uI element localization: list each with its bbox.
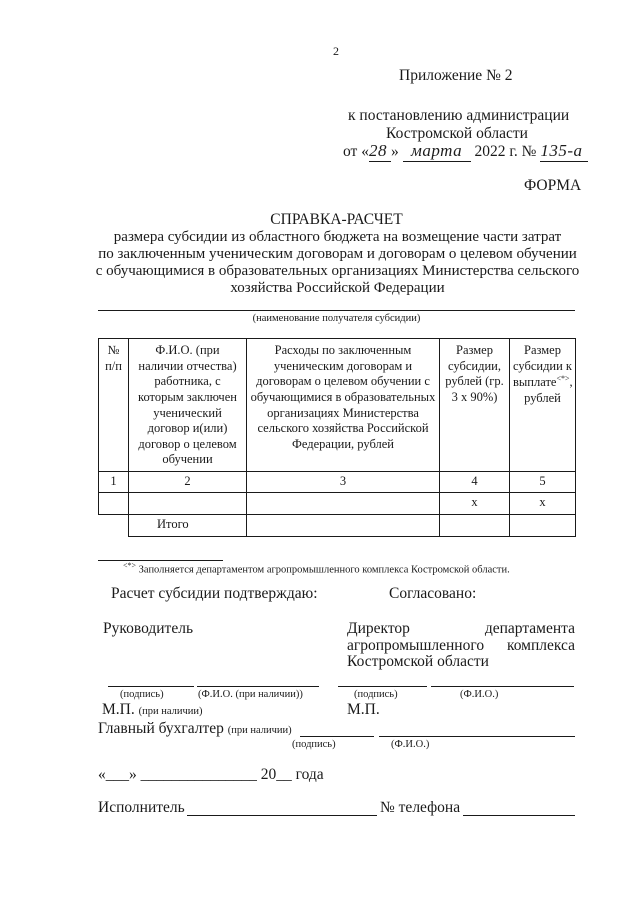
stamp-left-label: М.П. bbox=[102, 701, 135, 718]
appendix-title: Приложение № 2 bbox=[399, 67, 513, 84]
doc-subtitle-line2: по заключенным ученическим договорам и договорам о целевом обучении bbox=[98, 246, 577, 262]
date-line-suffix: года bbox=[295, 766, 324, 783]
date-number-handwritten: 135-а bbox=[540, 141, 588, 162]
head-signature-line bbox=[108, 686, 194, 687]
cell bbox=[247, 492, 440, 514]
cell: х bbox=[510, 492, 576, 514]
cell bbox=[99, 492, 129, 514]
header-expenses: Расходы по заключенным ученическим договорам и договорам о целевом обучении с обучающимися в образовательных организациях Министерства сельского хозяйства Российской Федерации, рублей bbox=[247, 339, 440, 472]
appendix-region: Костромской области bbox=[386, 125, 528, 142]
chief-fio-line bbox=[379, 736, 575, 737]
doc-subtitle-line3: с обучающимися в образовательных организациях Министерства сельского bbox=[95, 263, 580, 279]
agreed-label: Согласовано: bbox=[389, 585, 477, 602]
date-line-close: » bbox=[129, 766, 137, 783]
stamp-left-optional: (при наличии) bbox=[138, 706, 203, 717]
header-subsidy-payout bbox=[510, 339, 576, 472]
director-line3: Костромской области bbox=[347, 653, 489, 670]
director-line1-a: Директор bbox=[347, 620, 410, 637]
phone-label: № телефона bbox=[380, 799, 461, 816]
col-number-3: 3 bbox=[247, 472, 440, 493]
header-payout-unit: , рублей bbox=[524, 375, 573, 406]
table-total-row bbox=[99, 514, 576, 536]
head-label: Руководитель bbox=[103, 620, 194, 637]
cell: х bbox=[440, 492, 510, 514]
col-number-1: 1 bbox=[99, 472, 129, 493]
recipient-line bbox=[98, 310, 575, 311]
recipient-caption: (наименование получателя субсидии) bbox=[252, 313, 421, 324]
director-sign-caption: (подпись) bbox=[354, 689, 398, 700]
cell bbox=[510, 514, 576, 536]
col-number-2: 2 bbox=[129, 472, 247, 493]
stamp-right: М.П. bbox=[347, 701, 380, 718]
stamp-left bbox=[102, 701, 202, 719]
date-line-year-blank: __ bbox=[276, 766, 292, 783]
page-number: 2 bbox=[333, 44, 339, 58]
table-number-row bbox=[99, 472, 576, 493]
director-line2-b: комплекса bbox=[506, 637, 575, 654]
header-number: № п/п bbox=[99, 339, 129, 472]
chief-accountant bbox=[98, 720, 292, 738]
date-mid: » bbox=[390, 143, 399, 160]
doc-subtitle-line4: хозяйства Российской Федерации bbox=[230, 280, 445, 296]
cell bbox=[129, 492, 247, 514]
doc-subtitle-line1: размера субсидии из областного бюджета на возмещение части затрат bbox=[113, 229, 562, 245]
executor-line bbox=[187, 815, 377, 816]
executor-label: Исполнитель bbox=[98, 799, 185, 816]
cell bbox=[440, 514, 510, 536]
chief-signature-line bbox=[300, 736, 374, 737]
col-number-4: 4 bbox=[440, 472, 510, 493]
date-month-handwritten: марта bbox=[403, 141, 471, 162]
header-payout-footnote-mark: <*> bbox=[556, 374, 570, 384]
date-line-day: ___ bbox=[105, 766, 129, 783]
header-fio: Ф.И.О. (при наличии отчества) работника, с которым заключен ученический договор и(или) договор о целевом обучении bbox=[129, 339, 247, 472]
cell bbox=[247, 514, 440, 536]
footnote-mark: <*> bbox=[123, 561, 137, 570]
head-fio-line bbox=[197, 686, 319, 687]
appendix-to-resolution: к постановлению администрации bbox=[348, 107, 570, 124]
date-prefix: от « bbox=[343, 143, 369, 160]
director-fio-line bbox=[431, 686, 574, 687]
director-line1-b: департамента bbox=[484, 620, 575, 637]
chief-accountant-label: Главный бухгалтер bbox=[98, 720, 224, 737]
appendix-date bbox=[343, 141, 588, 162]
footnote bbox=[123, 561, 510, 576]
head-sign-caption: (подпись) bbox=[120, 689, 164, 700]
chief-sign-caption: (подпись) bbox=[292, 739, 336, 750]
date-year: 2022 г. № bbox=[474, 143, 537, 160]
date-day-handwritten: 28 bbox=[369, 141, 391, 162]
date-line-month: _______________ bbox=[140, 766, 257, 783]
date-line-year: 20 bbox=[260, 766, 277, 783]
form-label: ФОРМА bbox=[524, 177, 582, 194]
footnote-text: Заполняется департаментом агропромышленного комплекса Костромской области. bbox=[138, 564, 510, 576]
date-line bbox=[98, 766, 324, 784]
director-signature-line bbox=[338, 686, 427, 687]
subsidy-table bbox=[98, 338, 576, 537]
confirm-label: Расчет субсидии подтверждаю: bbox=[111, 585, 318, 602]
date-line-open: « bbox=[98, 766, 106, 783]
doc-title: СПРАВКА-РАСЧЕТ bbox=[270, 211, 403, 228]
header-subsidy-size: Размер субсидии, рублей (гр. 3 х 90%) bbox=[440, 339, 510, 472]
phone-line bbox=[463, 815, 575, 816]
total-label: Итого bbox=[129, 514, 247, 536]
chief-accountant-optional: (при наличии) bbox=[227, 725, 292, 736]
director-fio-caption: (Ф.И.О.) bbox=[460, 689, 499, 700]
head-fio-caption: (Ф.И.О. (при наличии)) bbox=[198, 689, 303, 700]
col-number-5: 5 bbox=[510, 472, 576, 493]
director-line2-a: агропромышленного bbox=[347, 637, 485, 654]
table-row bbox=[99, 492, 576, 514]
chief-fio-caption: (Ф.И.О.) bbox=[391, 739, 430, 750]
table-header-row bbox=[99, 339, 576, 472]
cell-empty bbox=[99, 514, 129, 536]
header-payout-text: Размер субсидии к выплате bbox=[513, 343, 573, 390]
